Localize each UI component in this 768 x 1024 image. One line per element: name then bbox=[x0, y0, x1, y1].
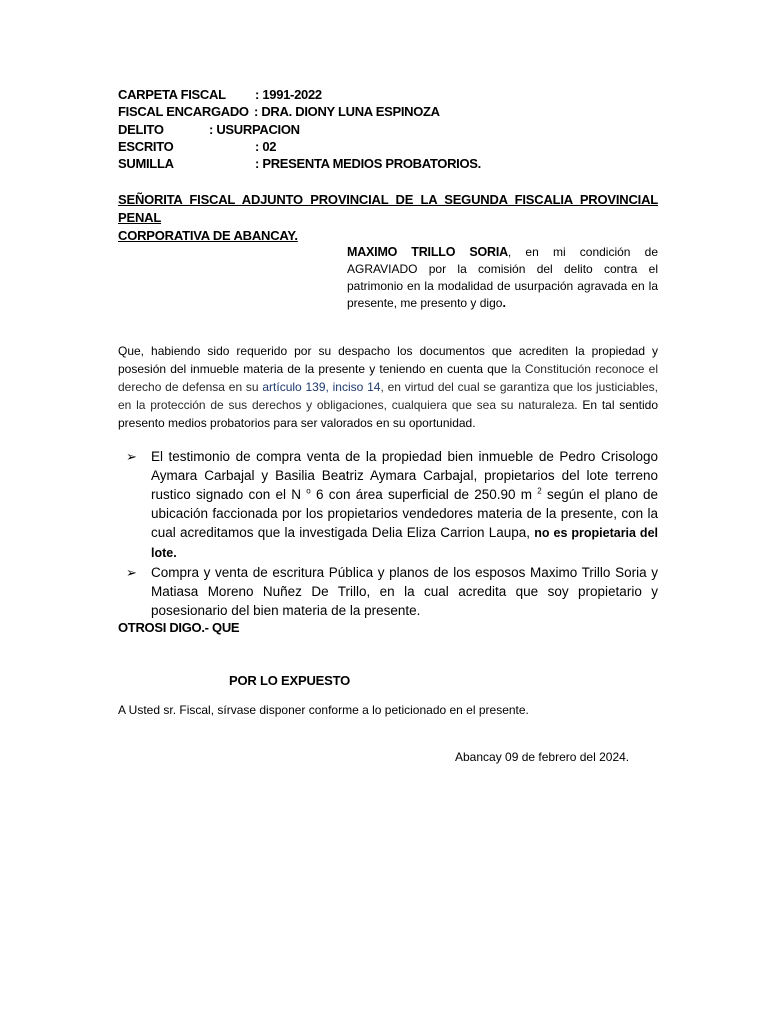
header-label: SUMILLA bbox=[118, 156, 174, 171]
date-line: Abancay 09 de febrero del 2024. bbox=[455, 750, 630, 764]
evidence-emphasis: no es propietaria del lote. bbox=[151, 526, 658, 560]
sender-end: . bbox=[502, 296, 506, 310]
sender-block bbox=[347, 244, 658, 312]
paragraph-part-1: Que, habiendo sido requerido por su despacho los documentos que acrediten la propiedad y posesión del inmueble materia de la presente y teniendo en cuenta que bbox=[118, 344, 658, 376]
evidence-item bbox=[126, 563, 658, 620]
addressee-line-2: CORPORATIVA DE ABANCAY. bbox=[118, 228, 298, 243]
evidence-text: 6 con área superficial de 250.90 m bbox=[310, 487, 538, 502]
superscript: o bbox=[306, 486, 311, 496]
header-label: CARPETA FISCAL bbox=[118, 87, 226, 102]
paragraph-part-4: En tal sentido presento medios probatorios para ser valorados en su oportunidad. bbox=[118, 398, 658, 430]
evidence-text: según el plano de ubicación faccionada por los propietarios vendedores materia de la presente, con la cual acreditamos que la investigada Delia Eliza Carrion Laupa, bbox=[151, 487, 658, 540]
sender-name: MAXIMO TRILLO SORIA bbox=[347, 245, 508, 259]
arrow-bullet-icon: ➢ bbox=[126, 565, 137, 580]
header-value: : USURPACION bbox=[209, 122, 300, 137]
paragraph-part-3: , en virtud del cual se garantiza que los justiciables, en la protección de sus derechos y obligaciones, cualquiera que sea su naturaleza. bbox=[118, 380, 658, 412]
addressee bbox=[118, 191, 658, 245]
evidence-text: Compra y venta de escritura Pública y planos de los esposos Maximo Trillo Soria y Matiasa Moreno Nuñez De Trillo, en la cual acredita que soy propietario y posesionario del bien materia de la presente. bbox=[151, 565, 658, 618]
superscript: 2 bbox=[537, 486, 542, 496]
header-value: : DRA. DIONY LUNA ESPINOZA bbox=[254, 104, 440, 119]
header-label: FISCAL ENCARGADO bbox=[118, 104, 249, 119]
header-value: : 02 bbox=[255, 139, 277, 154]
evidence-item bbox=[126, 447, 658, 563]
expuesto-heading: POR LO EXPUESTO bbox=[229, 673, 351, 688]
legal-reference: artículo 139, inciso 14 bbox=[262, 380, 381, 394]
petition-text: A Usted sr. Fiscal, sírvase disponer conforme a lo peticionado en el presente. bbox=[118, 703, 529, 717]
paragraph-part-2: la Constitución reconoce el derecho de defensa en su bbox=[118, 362, 658, 394]
header-value: : 1991-2022 bbox=[255, 87, 322, 102]
header-label: DELITO bbox=[118, 122, 164, 137]
header-value: : PRESENTA MEDIOS PROBATORIOS. bbox=[255, 156, 481, 171]
sender-text: , en mi condición de AGRAVIADO por la comisión del delito contra el patrimonio en la modalidad de usurpación agravada en la presente, me presento y digo bbox=[347, 245, 658, 310]
header-label: ESCRITO bbox=[118, 139, 174, 154]
arrow-bullet-icon: ➢ bbox=[126, 449, 137, 464]
evidence-text: El testimonio de compra venta de la propiedad bien inmueble de Pedro Crisologo Aymara Carbajal y Basilia Beatriz Aymara Carbajal, propietarios del lote terreno rustico signado con el N bbox=[151, 449, 658, 502]
evidence-list bbox=[126, 447, 658, 620]
otrosi-heading: OTROSI DIGO.- QUE bbox=[118, 620, 240, 635]
addressee-line-1: SEÑORITA FISCAL ADJUNTO PROVINCIAL DE LA SEGUNDA FISCALIA PROVINCIAL PENAL bbox=[118, 192, 658, 225]
main-paragraph bbox=[118, 342, 658, 432]
